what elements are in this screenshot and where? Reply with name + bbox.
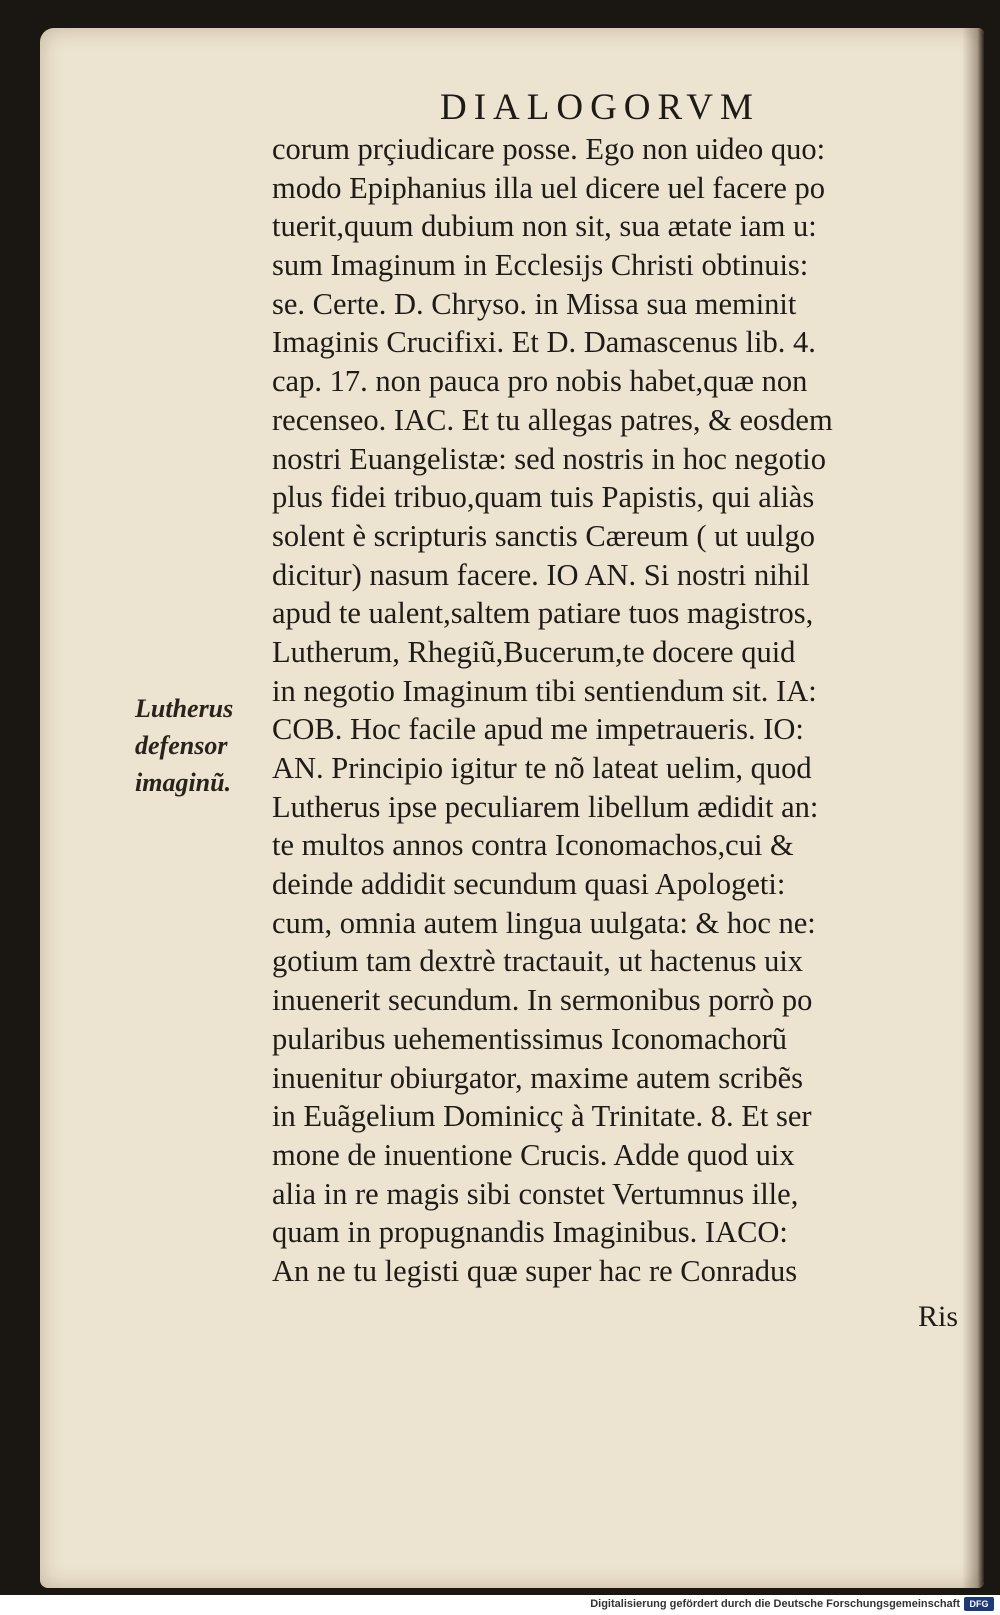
catchword: Ris [918,1300,959,1333]
text-line: pularibus uehementissimus Iconomachorũ [272,1021,788,1056]
text-line: AN. Principio igitur te nõ lateat uelim, quod [272,751,812,785]
digitization-footer [0,1595,1000,1615]
text-line: Lutherum, Rhegiũ,Bucerum,te docere quid [272,634,796,669]
marginal-note [135,690,275,801]
text-line: cum, omnia autem lingua uulgata: & hoc ne: [272,905,816,940]
text-line: in Euãgelium Dominicç à Trinitate. 8. Et ser [272,1099,812,1134]
running-head: DIALOGORVM [440,87,760,128]
text-line: COB. Hoc facile apud me impetraueris. IO: [272,712,804,747]
text-line: quam in propugnandis Imaginibus. IACO: [272,1215,788,1250]
text-line: inuenerit secundum. In sermonibus porrò po [272,983,813,1018]
text-line: modo Epiphanius illa uel dicere uel facere po [272,170,826,205]
marginal-note-line: defensor [135,731,228,760]
text-line: te multos annos contra Iconomachos,cui & [272,828,794,863]
marginal-note-line: imaginũ. [135,768,232,797]
text-line: inuenitur obiurgator, maxime autem scribẽs [272,1060,803,1095]
text-line: solent è scripturis sanctis Cæreum ( ut uulgo [272,518,815,553]
text-line: mone de inuentione Crucis. Adde quod uix [272,1137,795,1172]
marginal-note-line: Lutherus [135,694,234,723]
book-page [40,28,984,1588]
text-line: se. Certe. D. Chryso. in Missa sua meminit [272,286,797,321]
text-line: deinde addidit secundum quasi Apologeti: [272,867,786,902]
text-line: Imaginis Crucifixi. Et D. Damascenus lib. 4. [272,325,816,360]
text-line: alia in re magis sibi constet Vertumnus ille, [272,1176,799,1211]
body-text [272,130,972,1291]
text-line: apud te ualent,saltem patiare tuos magistros, [272,596,814,631]
text-line: cap. 17. non pauca pro nobis habet,quæ non [272,364,808,399]
text-line: in negotio Imaginum tibi sentiendum sit. IA: [272,673,817,708]
text-line: An ne tu legisti quæ super hac re Conradus [272,1253,798,1288]
dfg-logo: DFG [964,1597,994,1611]
text-line: Lutherus ipse peculiarem libellum ædidit an: [272,789,819,824]
text-line: sum Imaginum in Ecclesijs Christi obtinuis: [272,248,809,283]
text-line: corum prçiudicare posse. Ego non uideo quo: [272,132,826,166]
text-line: dicitur) nasum facere. IO AN. Si nostri nihil [272,557,810,592]
text-line: gotium tam dextrè tractauit, ut hactenus uix [272,944,804,979]
text-line: nostri Euangelistæ: sed nostris in hoc negotio [272,441,827,476]
footer-credit: Digitalisierung gefördert durch die Deutsche Forschungsgemeinschaft [590,1598,960,1610]
text-line: plus fidei tribuo,quam tuis Papistis, qui aliàs [272,480,815,515]
text-line: recenseo. IAC. Et tu allegas patres, & eosdem [272,402,833,437]
text-line: tuerit,quum dubium non sit, sua ætate iam u: [272,209,817,244]
